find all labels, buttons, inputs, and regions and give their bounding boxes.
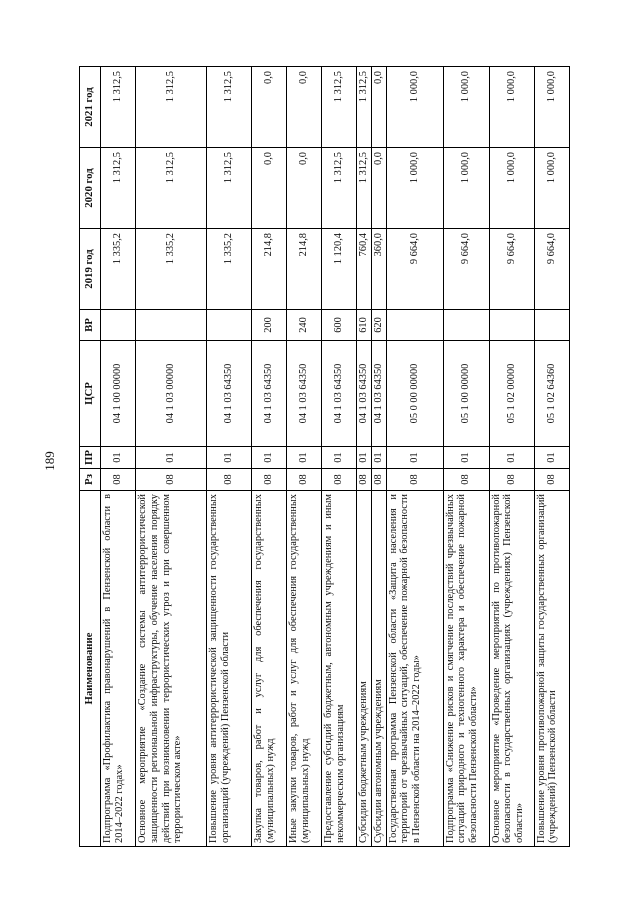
cell-name: Подпрограмма «Профилактика правонарушений в Пензенской области в 2014–2022 годах» — [101, 491, 136, 847]
cell-csr: 05 1 02 00000 — [489, 341, 534, 447]
cell-rz: 08 — [534, 469, 569, 491]
cell-name: Основное мероприятие «Проведение мероприятий по противопожарной безопасности в государственных организациях (учреждениях) Пензенской области» — [489, 491, 534, 847]
cell-rz: 08 — [252, 469, 287, 491]
cell-pr: 01 — [322, 447, 357, 469]
cell-pr: 01 — [534, 447, 569, 469]
cell-y2021: 1 000,0 — [534, 67, 569, 148]
cell-csr: 04 1 03 64350 — [252, 341, 287, 447]
cell-y2019: 1 335,2 — [207, 229, 252, 310]
cell-y2019: 9 664,0 — [489, 229, 534, 310]
cell-y2019: 9 664,0 — [443, 229, 489, 310]
table-row — [252, 67, 287, 847]
cell-csr: 05 0 00 00000 — [386, 341, 443, 447]
cell-rz: 08 — [287, 469, 322, 491]
cell-pr: 01 — [357, 447, 372, 469]
cell-name: Государственная программа Пензенской области «Защита населения и территорий от чрезвычайных ситуаций, обеспечение пожарной безопасности в Пензенской области на 2014–2022 годы» — [386, 491, 443, 847]
cell-vr: 610 — [357, 310, 372, 341]
cell-csr: 04 1 03 64350 — [322, 341, 357, 447]
cell-y2021: 1 312,5 — [136, 67, 207, 148]
cell-name: Иные закупки товаров, работ и услуг для обеспечения государственных (муниципальных) нужд — [287, 491, 322, 847]
table-row — [101, 67, 136, 847]
header-2019: 2019 год — [80, 229, 101, 310]
table-row — [357, 67, 372, 847]
cell-y2019: 214,8 — [287, 229, 322, 310]
cell-y2019: 214,8 — [252, 229, 287, 310]
cell-pr: 01 — [371, 447, 386, 469]
cell-y2020: 0,0 — [287, 148, 322, 229]
cell-y2021: 1 312,5 — [207, 67, 252, 148]
cell-y2020: 0,0 — [371, 148, 386, 229]
cell-csr: 04 1 00 00000 — [101, 341, 136, 447]
budget-table — [79, 66, 570, 847]
cell-vr — [534, 310, 569, 341]
cell-pr: 01 — [489, 447, 534, 469]
cell-rz: 08 — [101, 469, 136, 491]
cell-name: Основное мероприятие «Создание системы антитеррористической защищенности региональной инфраструктуры, обучение населения порядку действий при возникновении террористических угроз и при совершенном террористическом акте» — [136, 491, 207, 847]
table-row — [287, 67, 322, 847]
table-row — [371, 67, 386, 847]
cell-csr: 04 1 03 64350 — [357, 341, 372, 447]
cell-pr: 01 — [252, 447, 287, 469]
cell-y2019: 760,4 — [357, 229, 372, 310]
cell-y2021: 0,0 — [252, 67, 287, 148]
cell-rz: 08 — [357, 469, 372, 491]
cell-y2019: 360,0 — [371, 229, 386, 310]
table-row — [136, 67, 207, 847]
cell-y2020: 1 000,0 — [534, 148, 569, 229]
header-csr: ЦСР — [80, 341, 101, 447]
cell-y2021: 0,0 — [287, 67, 322, 148]
cell-vr — [136, 310, 207, 341]
cell-y2020: 1 312,5 — [136, 148, 207, 229]
cell-csr: 05 1 00 00000 — [443, 341, 489, 447]
cell-vr — [207, 310, 252, 341]
cell-y2021: 1 312,5 — [357, 67, 372, 148]
cell-rz: 08 — [443, 469, 489, 491]
cell-pr: 01 — [136, 447, 207, 469]
header-pr: ПР — [80, 447, 101, 469]
cell-rz: 08 — [386, 469, 443, 491]
cell-name: Субсидии бюджетным учреждениям — [357, 491, 372, 847]
cell-y2020: 1 312,5 — [101, 148, 136, 229]
cell-csr: 04 1 03 64350 — [207, 341, 252, 447]
header-vr: ВР — [80, 310, 101, 341]
cell-y2021: 1 312,5 — [101, 67, 136, 148]
cell-rz: 08 — [489, 469, 534, 491]
cell-y2019: 9 664,0 — [386, 229, 443, 310]
cell-rz: 08 — [371, 469, 386, 491]
header-rz: Рз — [80, 469, 101, 491]
table-header-row — [80, 67, 101, 847]
cell-y2020: 1 000,0 — [443, 148, 489, 229]
cell-pr: 01 — [207, 447, 252, 469]
table-row — [489, 67, 534, 847]
cell-pr: 01 — [101, 447, 136, 469]
cell-y2019: 1 120,4 — [322, 229, 357, 310]
cell-rz: 08 — [207, 469, 252, 491]
cell-csr: 04 1 03 64350 — [287, 341, 322, 447]
cell-csr: 04 1 03 64350 — [371, 341, 386, 447]
cell-pr: 01 — [386, 447, 443, 469]
cell-pr: 01 — [287, 447, 322, 469]
cell-name: Закупка товаров, работ и услуг для обеспечения государственных (муниципальных) нужд — [252, 491, 287, 847]
cell-rz: 08 — [322, 469, 357, 491]
cell-y2020: 0,0 — [252, 148, 287, 229]
table-row — [443, 67, 489, 847]
header-2020: 2020 год — [80, 148, 101, 229]
cell-y2019: 1 335,2 — [101, 229, 136, 310]
cell-y2020: 1 312,5 — [207, 148, 252, 229]
header-name: Наименование — [80, 491, 101, 847]
cell-y2021: 1 000,0 — [489, 67, 534, 148]
cell-y2019: 9 664,0 — [534, 229, 569, 310]
cell-name: Предоставление субсидий бюджетным, автономным учреждениям и иным некоммерческим организациям — [322, 491, 357, 847]
table-row — [386, 67, 443, 847]
cell-y2021: 1 000,0 — [443, 67, 489, 148]
cell-y2021: 1 000,0 — [386, 67, 443, 148]
cell-csr: 05 1 02 64360 — [534, 341, 569, 447]
page-number: 189 — [42, 451, 57, 471]
cell-vr: 240 — [287, 310, 322, 341]
table-row — [322, 67, 357, 847]
header-2021: 2021 год — [80, 67, 101, 148]
cell-name: Повышение уровня противопожарной защиты государственных организаций (учреждений) Пензенской области — [534, 491, 569, 847]
cell-y2020: 1 000,0 — [489, 148, 534, 229]
cell-vr: 200 — [252, 310, 287, 341]
cell-y2019: 1 335,2 — [136, 229, 207, 310]
cell-y2020: 1 312,5 — [322, 148, 357, 229]
cell-vr — [489, 310, 534, 341]
cell-csr: 04 1 03 00000 — [136, 341, 207, 447]
cell-y2020: 1 312,5 — [357, 148, 372, 229]
cell-name: Субсидии автономным учреждениям — [371, 491, 386, 847]
cell-vr: 620 — [371, 310, 386, 341]
cell-vr — [443, 310, 489, 341]
cell-rz: 08 — [136, 469, 207, 491]
cell-pr: 01 — [443, 447, 489, 469]
cell-name: Повышение уровня антитеррористической защищенности государственных организаций (учреждений) Пензенской области — [207, 491, 252, 847]
rotated-page-content — [79, 67, 559, 847]
cell-vr — [386, 310, 443, 341]
cell-name: Подпрограмма «Снижение рисков и смягчение последствий чрезвычайных ситуаций природного и техногенного характера и обеспечение пожарной безопасности Пензенской области» — [443, 491, 489, 847]
cell-y2021: 0,0 — [371, 67, 386, 148]
table-row — [207, 67, 252, 847]
cell-y2021: 1 312,5 — [322, 67, 357, 148]
table-row — [534, 67, 569, 847]
cell-y2020: 1 000,0 — [386, 148, 443, 229]
cell-vr: 600 — [322, 310, 357, 341]
cell-vr — [101, 310, 136, 341]
